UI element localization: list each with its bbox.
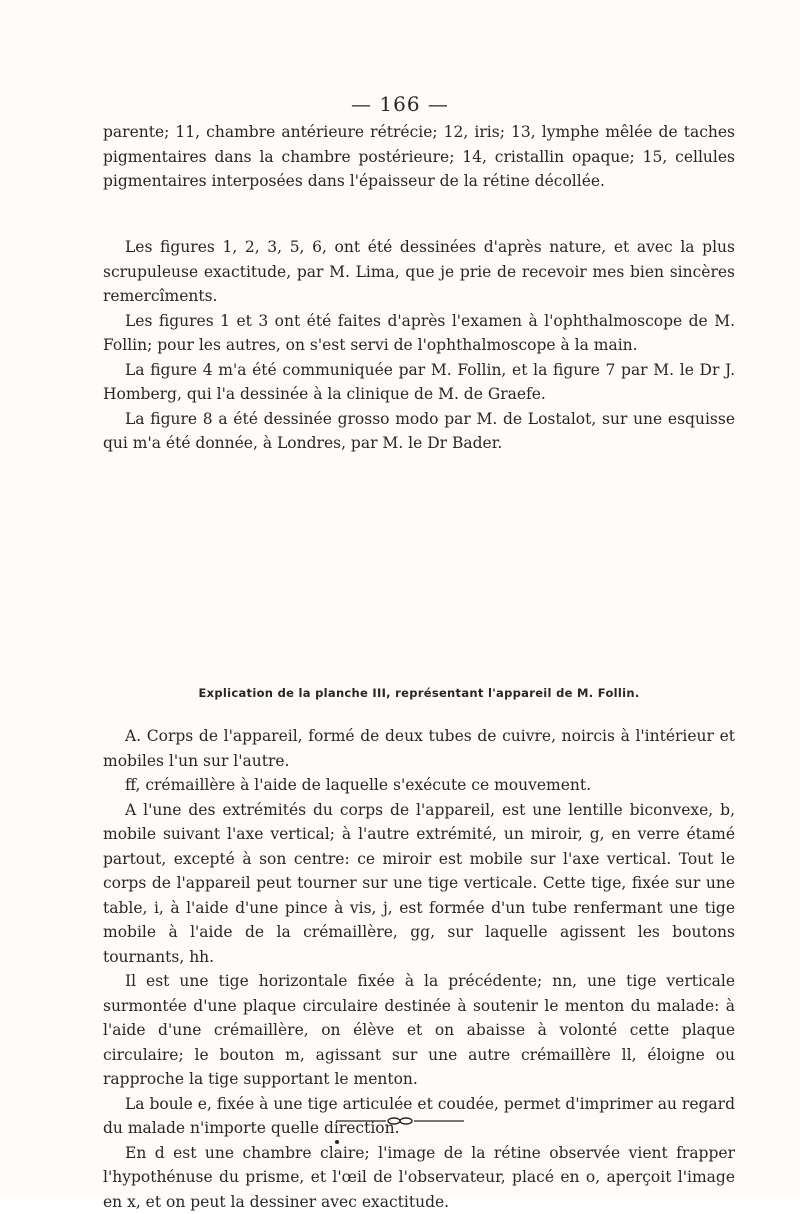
- paragraph: ff, crémaillère à l'aide de laquelle s'exécute ce mouvement.: [103, 773, 735, 798]
- figures-credits-block: [103, 235, 735, 456]
- paragraph: A l'une des extrémités du corps de l'appareil, est une lentille biconvexe, b, mobile suivant l'axe vertical; à l'autre extrémité, un miroir, g, en verre étamé partout, excepté à son centre: ce miroir est mobile sur l'axe vertical. Tout le corps de l'appareil peut tourner sur une tige verticale. Cette tige, fixée sur une table, i, à l'aide d'une pince à vis, j, est formée d'un tube renfermant une tige mobile à l'aide de la crémaillère, gg, sur laquelle agissent les boutons tournants, hh.: [103, 798, 735, 970]
- continued-paragraph-block: [103, 120, 735, 194]
- paragraph: La figure 8 a été dessinée grosso modo par M. de Lostalot, sur une esquisse qui m'a été donnée, à Londres, par M. le Dr Bader.: [103, 407, 735, 456]
- plate-explanation-block: [103, 724, 735, 1214]
- ornament-icon: [336, 1116, 464, 1126]
- paragraph: Il est une tige horizontale fixée à la précédente; nn, une tige verticale surmontée d'une plaque circulaire destinée à soutenir le menton du malade: à l'aide d'une crémaillère, on élève et on abaisse à volonté cette plaque circulaire; le bouton m, agissant sur une autre crémaillère ll, éloigne ou rapproche la tige supportant le menton.: [103, 969, 735, 1092]
- page-number: — 166 —: [0, 92, 800, 116]
- section-heading: Explication de la planche III, représentant l'appareil de M. Follin.: [103, 686, 735, 700]
- paragraph: Les figures 1 et 3 ont été faites d'après l'examen à l'ophthalmoscope de M. Follin; pour les autres, on s'est servi de l'ophthalmoscope à la main.: [103, 309, 735, 358]
- paragraph: En d est une chambre claire; l'image de la rétine observée vient frapper l'hypothénuse du prisme, et l'œil de l'observateur, placé en o, aperçoit l'image en x, et on peut la dessiner avec exactitude.: [103, 1141, 735, 1214]
- paragraph: Les figures 1, 2, 3, 5, 6, ont été dessinées d'après nature, et avec la plus scrupuleuse exactitude, par M. Lima, que je prie de recevoir mes bien sincères remercîments.: [103, 235, 735, 309]
- ink-speck: [335, 1140, 339, 1144]
- paragraph: La boule e, fixée à une tige articulée et coudée, permet d'imprimer au regard du malade n'importe quelle direction.: [103, 1092, 735, 1141]
- paragraph: La figure 4 m'a été communiquée par M. Follin, et la figure 7 par M. le Dr J. Homberg, qui l'a dessinée à la clinique de M. de Graefe.: [103, 358, 735, 407]
- paragraph: A. Corps de l'appareil, formé de deux tubes de cuivre, noircis à l'intérieur et mobiles l'un sur l'autre.: [103, 724, 735, 773]
- end-ornament-rule: [0, 1116, 800, 1126]
- paragraph: parente; 11, chambre antérieure rétrécie; 12, iris; 13, lymphe mêlée de taches pigmentaires dans la chambre postérieure; 14, cristallin opaque; 15, cellules pigmentaires interposées dans l'épaisseur de la rétine décollée.: [103, 120, 735, 194]
